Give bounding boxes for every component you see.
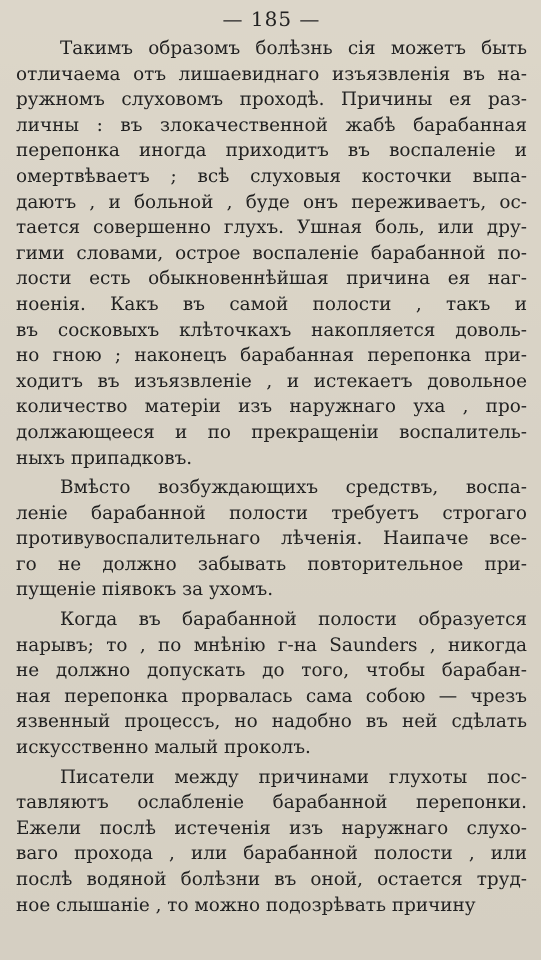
text-line: пущеніе піявокъ за ухомъ.: [16, 579, 274, 601]
text-line: Ежели послѣ истеченія изъ наружнаго слухо-: [16, 817, 527, 839]
text-line: лости есть обыкновеннѣйшая причина ея наг-: [16, 268, 527, 290]
text-body: [16, 36, 527, 918]
text-line: ная перепонка прорвалась сама собою — чрезъ: [16, 685, 527, 707]
text-line: Когда въ барабанной полости образуется: [60, 609, 527, 631]
text-line: тается совершенно глухъ. Ушная боль, или дру-: [16, 217, 527, 239]
text-line: количество матеріи изъ наружнаго уха , про-: [16, 396, 527, 418]
text-line: должающееся и по прекращеніи воспалитель-: [16, 421, 527, 443]
text-line: послѣ водяной болѣзни въ оной, остается труд-: [16, 869, 527, 890]
text-line: нарывъ; то , по мнѣнію г-на Saunders , никогда: [16, 634, 527, 656]
text-line: но гною ; наконецъ барабанная перепонка при-: [16, 345, 527, 367]
text-line: го не должно забывать повторительное при-: [16, 553, 527, 575]
text-line: омертвѣваетъ ; всѣ слуховыя косточки выпа-: [16, 165, 527, 187]
text-line: язвенный процессъ, но надобно въ ней сдѣлать: [16, 711, 527, 733]
page-number: — 185 —: [222, 7, 321, 31]
text-line: леніе барабанной полости требуетъ строгаго: [16, 502, 527, 524]
text-line: ваго прохода , или барабанной полости , или: [16, 843, 527, 865]
text-line: противувоспалительнаго лѣченія. Наипаче все-: [16, 528, 527, 550]
text-line: Писатели между причинами глухоты пос-: [60, 766, 527, 788]
text-line: въ сосковыхъ клѣточкахъ накопляется доволь-: [16, 319, 527, 341]
text-line: ружномъ слуховомъ проходѣ. Причины ея раз-: [16, 89, 527, 111]
text-line: ходитъ въ изъязвленіе , и истекаетъ довольное: [16, 370, 527, 392]
text-line: не должно допускать до того, чтобы барабан-: [16, 660, 527, 682]
text-line: отличаема отъ лишаевиднаго изъязвленія въ на-: [16, 63, 527, 85]
paragraph: [16, 475, 527, 603]
text-line: гими словами, острое воспаленіе барабанной по-: [16, 242, 527, 264]
text-line: Вмѣсто возбуждающихъ средствъ, воспа-: [60, 477, 527, 499]
text-line: Такимъ образомъ болѣзнь сія можетъ быть: [60, 38, 527, 59]
text-line: личны : въ злокачественной жабѣ барабанная: [16, 114, 527, 136]
text-line: тавляютъ ослабленіе барабанной перепонки.: [16, 792, 527, 814]
text-line: ное слышаніе , то можно подозрѣвать причину: [16, 894, 476, 916]
paragraph: [16, 765, 527, 919]
text-line: перепонка иногда приходитъ въ воспаленіе и: [16, 140, 527, 162]
text-line: искусственно малый проколъ.: [16, 737, 311, 759]
paragraph: [16, 607, 527, 761]
text-line: ныхъ припадковъ.: [16, 447, 193, 469]
text-line: ноенія. Какъ въ самой полости , такъ и: [16, 293, 527, 315]
paragraph: [16, 36, 527, 471]
text-line: даютъ , и больной , буде онъ переживаетъ, ос-: [16, 191, 527, 213]
